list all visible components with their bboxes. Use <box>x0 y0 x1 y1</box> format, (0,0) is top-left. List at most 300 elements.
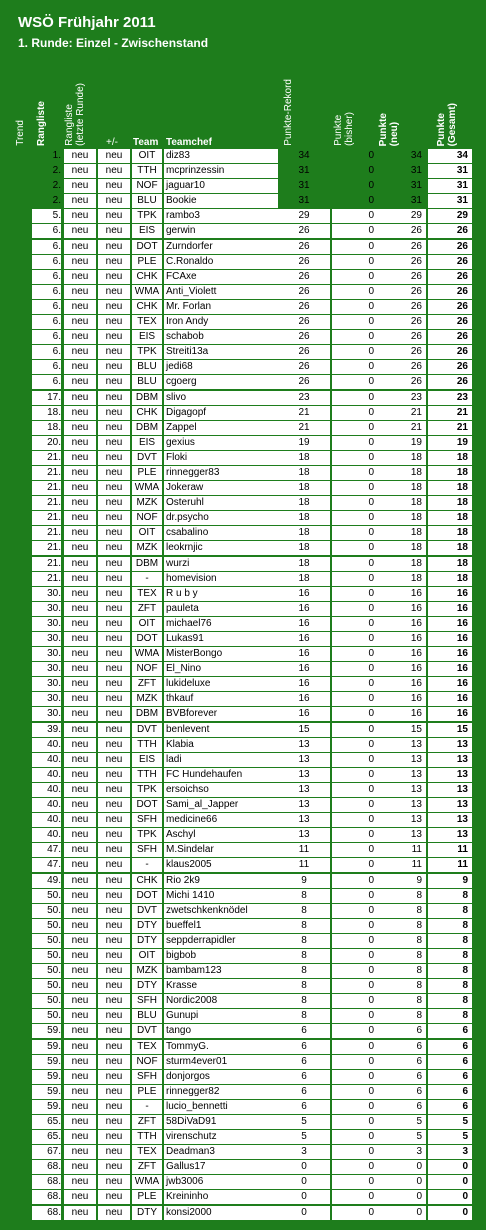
team-cell: TTH <box>132 738 162 752</box>
rank-cell: 6. <box>32 240 61 254</box>
bisher-cell: 0 <box>332 406 378 420</box>
neu-cell: 8 <box>378 919 426 933</box>
neu-cell: 23 <box>378 391 426 405</box>
rank-cell: 30. <box>32 632 61 646</box>
rekord-cell: 6 <box>278 1040 330 1054</box>
teamchef-cell: Streiti13a <box>164 345 278 359</box>
teamchef-cell: El_Nino <box>164 662 278 676</box>
team-cell: OIT <box>132 526 162 540</box>
team-cell: DTY <box>132 934 162 948</box>
prev-rank-cell: neu <box>64 979 96 993</box>
rekord-cell: 8 <box>278 994 330 1008</box>
neu-cell: 18 <box>378 481 426 495</box>
plusminus-cell: neu <box>98 692 130 706</box>
bisher-cell: 0 <box>332 707 378 721</box>
table-row <box>32 738 472 753</box>
prev-rank-cell: neu <box>64 391 96 405</box>
neu-cell: 0 <box>378 1175 426 1189</box>
plusminus-cell: neu <box>98 1130 130 1144</box>
teamchef-cell: virenschutz <box>164 1130 278 1144</box>
prev-rank-cell: neu <box>64 994 96 1008</box>
bisher-cell: 0 <box>332 526 378 540</box>
team-cell: NOF <box>132 179 162 193</box>
gesamt-cell: 8 <box>428 919 472 933</box>
table-row <box>32 194 472 209</box>
bisher-cell: 0 <box>332 1100 378 1114</box>
teamchef-cell: csabalino <box>164 526 278 540</box>
plusminus-cell: neu <box>98 194 130 208</box>
rank-cell: 2. <box>32 194 61 208</box>
prev-rank-cell: neu <box>64 587 96 601</box>
rekord-cell: 29 <box>278 209 330 223</box>
bisher-cell: 0 <box>332 541 378 555</box>
table-row <box>32 1115 472 1130</box>
bisher-cell: 0 <box>332 572 378 586</box>
rekord-cell: 16 <box>278 602 330 616</box>
table-row <box>32 828 472 843</box>
plusminus-cell: neu <box>98 798 130 812</box>
rank-cell: 5. <box>32 209 61 223</box>
header-rank-cell <box>36 50 50 146</box>
gesamt-cell: 21 <box>428 421 472 435</box>
table-row <box>32 481 472 496</box>
gesamt-cell: 16 <box>428 707 472 721</box>
team-cell: NOF <box>132 1055 162 1069</box>
rank-cell: 40. <box>32 813 61 827</box>
plusminus-cell: neu <box>98 1175 130 1189</box>
table-row <box>32 1070 472 1085</box>
bisher-cell: 0 <box>332 300 378 314</box>
team-cell: MZK <box>132 964 162 978</box>
teamchef-cell: BVBforever <box>164 707 278 721</box>
rekord-cell: 0 <box>278 1175 330 1189</box>
teamchef-cell: Mr. Forlan <box>164 300 278 314</box>
bisher-cell: 0 <box>332 360 378 374</box>
plusminus-cell: neu <box>98 843 130 857</box>
rank-cell: 50. <box>32 904 61 918</box>
prev-rank-cell: neu <box>64 421 96 435</box>
teamchef-cell: Krasse <box>164 979 278 993</box>
bisher-cell: 0 <box>332 421 378 435</box>
neu-cell: 18 <box>378 451 426 465</box>
teamchef-cell: Digagopf <box>164 406 278 420</box>
header-prev-cell <box>64 50 88 146</box>
team-cell: EIS <box>132 753 162 767</box>
table-row <box>32 300 472 315</box>
prev-rank-cell: neu <box>64 541 96 555</box>
prev-rank-cell: neu <box>64 240 96 254</box>
team-cell: DTY <box>132 1206 162 1220</box>
rank-cell: 21. <box>32 541 61 555</box>
bisher-cell: 0 <box>332 149 378 163</box>
table-row <box>32 904 472 919</box>
teamchef-cell: C.Ronaldo <box>164 255 278 269</box>
teamchef-cell: Gunupi <box>164 1009 278 1023</box>
prev-rank-cell: neu <box>64 300 96 314</box>
bisher-cell: 0 <box>332 662 378 676</box>
team-cell: ZFT <box>132 1160 162 1174</box>
bisher-cell: 0 <box>332 391 378 405</box>
table-row <box>32 572 472 587</box>
gesamt-cell: 18 <box>428 496 472 510</box>
teamchef-cell: lucio_bennetti <box>164 1100 278 1114</box>
rekord-cell: 13 <box>278 753 330 767</box>
prev-rank-cell: neu <box>64 662 96 676</box>
rekord-cell: 5 <box>278 1130 330 1144</box>
bisher-cell: 0 <box>332 677 378 691</box>
plusminus-cell: neu <box>98 723 130 737</box>
bisher-cell: 0 <box>332 904 378 918</box>
prev-rank-cell: neu <box>64 874 96 888</box>
bisher-cell: 0 <box>332 1040 378 1054</box>
rekord-cell: 31 <box>278 164 330 178</box>
bisher-cell: 0 <box>332 934 378 948</box>
teamchef-cell: rambo3 <box>164 209 278 223</box>
bisher-cell: 0 <box>332 738 378 752</box>
gesamt-cell: 6 <box>428 1055 472 1069</box>
rank-cell: 67. <box>32 1145 61 1159</box>
plusminus-cell: neu <box>98 179 130 193</box>
rank-cell: 50. <box>32 949 61 963</box>
gesamt-cell: 21 <box>428 406 472 420</box>
rank-cell: 21. <box>32 557 61 571</box>
neu-cell: 6 <box>378 1085 426 1099</box>
plusminus-cell: neu <box>98 255 130 269</box>
team-cell: EIS <box>132 224 162 238</box>
table-row <box>32 1040 472 1055</box>
neu-cell: 13 <box>378 738 426 752</box>
table-row <box>32 979 472 994</box>
table-row <box>32 1085 472 1100</box>
teamchef-cell: mcprinzessin <box>164 164 278 178</box>
neu-cell: 9 <box>378 874 426 888</box>
team-cell: BLU <box>132 375 162 389</box>
prev-rank-cell: neu <box>64 753 96 767</box>
team-cell: ZFT <box>132 1115 162 1129</box>
rekord-cell: 16 <box>278 707 330 721</box>
teamchef-cell: rinnegger82 <box>164 1085 278 1099</box>
bisher-cell: 0 <box>332 979 378 993</box>
gesamt-cell: 0 <box>428 1160 472 1174</box>
gesamt-cell: 8 <box>428 994 472 1008</box>
plusminus-cell: neu <box>98 1145 130 1159</box>
team-cell: NOF <box>132 511 162 525</box>
team-cell: NOF <box>132 662 162 676</box>
teamchef-cell: 58DiVaD91 <box>164 1115 278 1129</box>
prev-rank-cell: neu <box>64 738 96 752</box>
bisher-cell: 0 <box>332 889 378 903</box>
teamchef-cell: Floki <box>164 451 278 465</box>
gesamt-cell: 16 <box>428 602 472 616</box>
teamchef-cell: Zurndorfer <box>164 240 278 254</box>
team-cell: PLE <box>132 1085 162 1099</box>
teamchef-cell: TommyG. <box>164 1040 278 1054</box>
gesamt-cell: 6 <box>428 1040 472 1054</box>
header-teamchef: Teamchef <box>166 137 212 148</box>
team-cell: BLU <box>132 1009 162 1023</box>
team-cell: ZFT <box>132 677 162 691</box>
plusminus-cell: neu <box>98 375 130 389</box>
bisher-cell: 0 <box>332 481 378 495</box>
plusminus-cell: neu <box>98 1085 130 1099</box>
rekord-cell: 13 <box>278 798 330 812</box>
prev-rank-cell: neu <box>64 224 96 238</box>
neu-cell: 26 <box>378 375 426 389</box>
gesamt-cell: 6 <box>428 1100 472 1114</box>
plusminus-cell: neu <box>98 149 130 163</box>
team-cell: EIS <box>132 436 162 450</box>
team-cell: DTY <box>132 979 162 993</box>
rekord-cell: 9 <box>278 874 330 888</box>
header-gesamt: Punkte (Gesamt) <box>436 102 458 146</box>
neu-cell: 8 <box>378 1009 426 1023</box>
team-cell: OIT <box>132 949 162 963</box>
prev-rank-cell: neu <box>64 783 96 797</box>
bisher-cell: 0 <box>332 330 378 344</box>
teamchef-cell: FC Hundehaufen <box>164 768 278 782</box>
header-rangliste-prev: Rangliste (letzte Runde) <box>64 83 86 146</box>
bisher-cell: 0 <box>332 164 378 178</box>
rekord-cell: 18 <box>278 511 330 525</box>
teamchef-cell: Iron Andy <box>164 315 278 329</box>
bisher-cell: 0 <box>332 1115 378 1129</box>
gesamt-cell: 11 <box>428 858 472 872</box>
rank-cell: 59. <box>32 1024 61 1038</box>
neu-cell: 8 <box>378 904 426 918</box>
page-subtitle: 1. Runde: Einzel - Zwischenstand <box>18 36 209 50</box>
teamchef-cell: zwetschkenknödel <box>164 904 278 918</box>
rank-cell: 21. <box>32 496 61 510</box>
neu-cell: 16 <box>378 602 426 616</box>
standings-table <box>32 149 472 1221</box>
gesamt-cell: 8 <box>428 964 472 978</box>
plusminus-cell: neu <box>98 557 130 571</box>
rekord-cell: 8 <box>278 979 330 993</box>
table-row <box>32 1100 472 1115</box>
prev-rank-cell: neu <box>64 723 96 737</box>
prev-rank-cell: neu <box>64 1100 96 1114</box>
rekord-cell: 16 <box>278 647 330 661</box>
neu-cell: 15 <box>378 723 426 737</box>
rank-cell: 30. <box>32 677 61 691</box>
table-row <box>32 451 472 466</box>
prev-rank-cell: neu <box>64 149 96 163</box>
teamchef-cell: Lukas91 <box>164 632 278 646</box>
rank-cell: 30. <box>32 617 61 631</box>
prev-rank-cell: neu <box>64 828 96 842</box>
rekord-cell: 11 <box>278 843 330 857</box>
gesamt-cell: 18 <box>428 451 472 465</box>
rank-cell: 30. <box>32 647 61 661</box>
table-row <box>32 375 472 390</box>
plusminus-cell: neu <box>98 677 130 691</box>
header-team: Team <box>133 137 159 148</box>
rekord-cell: 18 <box>278 541 330 555</box>
header-rekord: Punkte-Rekord <box>283 79 294 146</box>
neu-cell: 13 <box>378 783 426 797</box>
neu-cell: 26 <box>378 240 426 254</box>
bisher-cell: 0 <box>332 511 378 525</box>
neu-cell: 8 <box>378 934 426 948</box>
neu-cell: 21 <box>378 406 426 420</box>
prev-rank-cell: neu <box>64 330 96 344</box>
gesamt-cell: 16 <box>428 587 472 601</box>
prev-rank-cell: neu <box>64 1070 96 1084</box>
table-row <box>32 768 472 783</box>
rank-cell: 21. <box>32 481 61 495</box>
plusminus-cell: neu <box>98 1190 130 1204</box>
prev-rank-cell: neu <box>64 934 96 948</box>
rekord-cell: 13 <box>278 813 330 827</box>
prev-rank-cell: neu <box>64 1085 96 1099</box>
rank-cell: 50. <box>32 934 61 948</box>
teamchef-cell: Anti_Violett <box>164 285 278 299</box>
rekord-cell: 26 <box>278 300 330 314</box>
team-cell: TPK <box>132 828 162 842</box>
teamchef-cell: konsi2000 <box>164 1206 278 1220</box>
prev-rank-cell: neu <box>64 1040 96 1054</box>
bisher-cell: 0 <box>332 768 378 782</box>
rekord-cell: 26 <box>278 224 330 238</box>
table-row <box>32 723 472 738</box>
plusminus-cell: neu <box>98 949 130 963</box>
team-cell: MZK <box>132 496 162 510</box>
table-row <box>32 1160 472 1175</box>
plusminus-cell: neu <box>98 934 130 948</box>
plusminus-cell: neu <box>98 1055 130 1069</box>
neu-cell: 6 <box>378 1024 426 1038</box>
neu-cell: 18 <box>378 557 426 571</box>
rekord-cell: 26 <box>278 270 330 284</box>
rank-cell: 59. <box>32 1070 61 1084</box>
neu-cell: 13 <box>378 828 426 842</box>
table-row <box>32 240 472 255</box>
teamchef-cell: gerwin <box>164 224 278 238</box>
rekord-cell: 16 <box>278 677 330 691</box>
rank-cell: 59. <box>32 1085 61 1099</box>
team-cell: DVT <box>132 723 162 737</box>
gesamt-cell: 16 <box>428 692 472 706</box>
plusminus-cell: neu <box>98 874 130 888</box>
rank-cell: 2. <box>32 164 61 178</box>
bisher-cell: 0 <box>332 723 378 737</box>
teamchef-cell: thkauf <box>164 692 278 706</box>
neu-cell: 13 <box>378 753 426 767</box>
gesamt-cell: 13 <box>428 738 472 752</box>
team-cell: DOT <box>132 798 162 812</box>
neu-cell: 18 <box>378 526 426 540</box>
table-row <box>32 406 472 421</box>
gesamt-cell: 6 <box>428 1085 472 1099</box>
teamchef-cell: gexius <box>164 436 278 450</box>
plusminus-cell: neu <box>98 1160 130 1174</box>
rank-cell: 68. <box>32 1175 61 1189</box>
rekord-cell: 18 <box>278 451 330 465</box>
teamchef-cell: medicine66 <box>164 813 278 827</box>
prev-rank-cell: neu <box>64 647 96 661</box>
gesamt-cell: 26 <box>428 300 472 314</box>
rekord-cell: 26 <box>278 345 330 359</box>
rank-cell: 6. <box>32 224 61 238</box>
neu-cell: 21 <box>378 421 426 435</box>
plusminus-cell: neu <box>98 858 130 872</box>
plusminus-cell: neu <box>98 315 130 329</box>
header-rekord-cell <box>283 50 297 146</box>
rekord-cell: 0 <box>278 1206 330 1220</box>
bisher-cell: 0 <box>332 798 378 812</box>
prev-rank-cell: neu <box>64 511 96 525</box>
teamchef-cell: M.Sindelar <box>164 843 278 857</box>
teamchef-cell: MisterBongo <box>164 647 278 661</box>
bisher-cell: 0 <box>332 1175 378 1189</box>
table-row <box>32 541 472 556</box>
prev-rank-cell: neu <box>64 1206 96 1220</box>
plusminus-cell: neu <box>98 451 130 465</box>
table-row <box>32 360 472 375</box>
neu-cell: 8 <box>378 979 426 993</box>
table-row <box>32 707 472 722</box>
table-row <box>32 270 472 285</box>
neu-cell: 0 <box>378 1190 426 1204</box>
rekord-cell: 13 <box>278 768 330 782</box>
rank-cell: 30. <box>32 662 61 676</box>
bisher-cell: 0 <box>332 375 378 389</box>
gesamt-cell: 8 <box>428 979 472 993</box>
team-cell: DVT <box>132 451 162 465</box>
gesamt-cell: 16 <box>428 617 472 631</box>
rank-cell: 6. <box>32 360 61 374</box>
rank-cell: 47. <box>32 843 61 857</box>
neu-cell: 16 <box>378 632 426 646</box>
table-row <box>32 179 472 194</box>
gesamt-cell: 8 <box>428 934 472 948</box>
gesamt-cell: 13 <box>428 813 472 827</box>
team-cell: CHK <box>132 300 162 314</box>
header-gesamt-cell <box>436 50 462 146</box>
rekord-cell: 11 <box>278 858 330 872</box>
rekord-cell: 26 <box>278 285 330 299</box>
bisher-cell: 0 <box>332 692 378 706</box>
rank-cell: 30. <box>32 602 61 616</box>
prev-rank-cell: neu <box>64 315 96 329</box>
gesamt-cell: 8 <box>428 889 472 903</box>
bisher-cell: 0 <box>332 1085 378 1099</box>
plusminus-cell: neu <box>98 391 130 405</box>
plusminus-cell: neu <box>98 1009 130 1023</box>
prev-rank-cell: neu <box>64 1115 96 1129</box>
teamchef-cell: benlevent <box>164 723 278 737</box>
team-cell: PLE <box>132 466 162 480</box>
plusminus-cell: neu <box>98 511 130 525</box>
bisher-cell: 0 <box>332 466 378 480</box>
neu-cell: 5 <box>378 1130 426 1144</box>
team-cell: WMA <box>132 647 162 661</box>
gesamt-cell: 13 <box>428 783 472 797</box>
table-row <box>32 1145 472 1160</box>
plusminus-cell: neu <box>98 1070 130 1084</box>
team-cell: TEX <box>132 587 162 601</box>
gesamt-cell: 18 <box>428 572 472 586</box>
plusminus-cell: neu <box>98 889 130 903</box>
rank-cell: 40. <box>32 768 61 782</box>
bisher-cell: 0 <box>332 602 378 616</box>
rank-cell: 59. <box>32 1100 61 1114</box>
team-cell: TTH <box>132 1130 162 1144</box>
gesamt-cell: 16 <box>428 662 472 676</box>
teamchef-cell: bigbob <box>164 949 278 963</box>
rank-cell: 50. <box>32 919 61 933</box>
prev-rank-cell: neu <box>64 164 96 178</box>
